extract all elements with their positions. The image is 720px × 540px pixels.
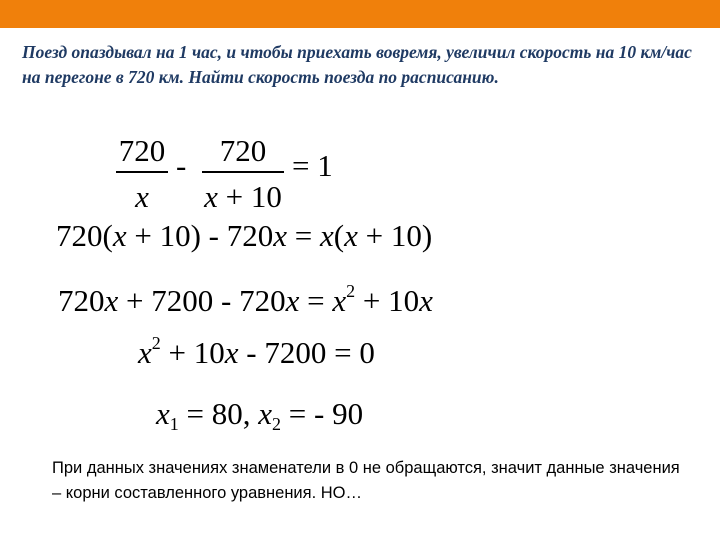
fraction-1-numerator: 720 (118, 133, 166, 168)
equation-5-roots: $x_1 = 80$, $x_2$ = - 90 (156, 396, 364, 434)
fraction-1-bar (116, 171, 168, 173)
header-accent-bar (0, 0, 720, 28)
fraction-2 (202, 133, 284, 215)
fraction-2-numerator: 720 (219, 133, 267, 168)
conclusion-note: При данных значениях знаменатели в 0 не обращаются, значит данные значения – корни составленного уравнения. НО… (52, 459, 680, 502)
equation-2: 720(x + 10) - 720x = x(x + 10) (56, 218, 433, 253)
fraction-2-denominator: x + 10 (204, 179, 282, 214)
fraction-1 (116, 133, 168, 215)
fraction-1-denominator: x (135, 179, 149, 214)
eq1-minus: - (176, 148, 187, 183)
fraction-2-bar (202, 171, 284, 173)
eq1-rhs: = 1 (292, 148, 333, 183)
problem-statement: Поезд опаздывал на 1 час, и чтобы приехать вовремя, увеличил скорость на 10 км/час на перегоне в 720 км. Найти скорость поезда по расписанию. (22, 42, 692, 87)
equation-3: $720x + 7200 - 720x = x^2 + 10x$ (58, 281, 433, 318)
equation-4: $x^2 + 10x - 7200 = 0$ (138, 333, 375, 370)
